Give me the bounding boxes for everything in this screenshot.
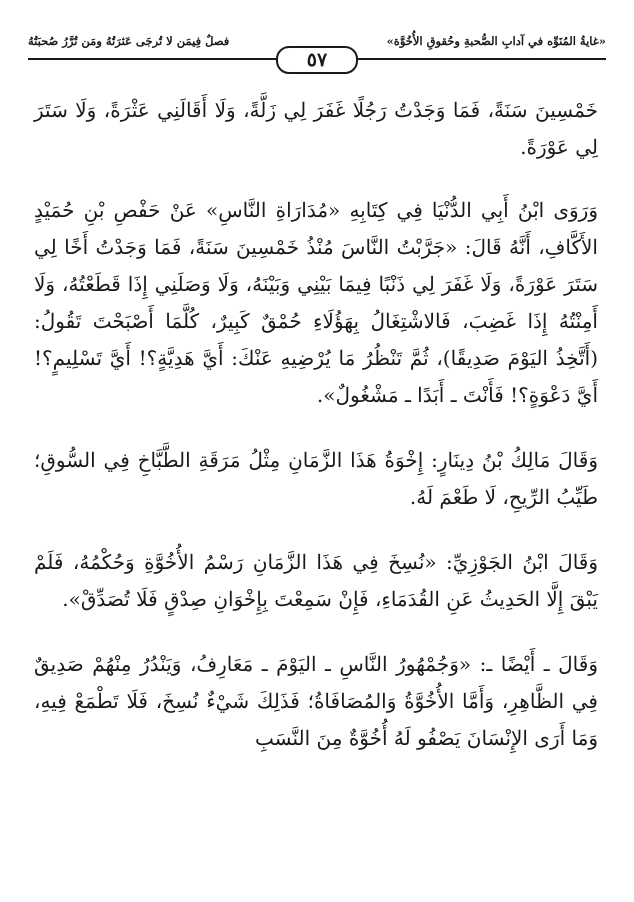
section-title: فصلٌ فِيمَن لا تُرجَى عَثرَتُهُ ومَن تُرَّرُ صُحبَتُهُ: [28, 34, 230, 48]
paragraph-5: وَقَالَ ـ أَيْضًا ـ: «وَجُمْهُورُ النَّاسِ ـ اليَوْمَ ـ مَعَارِفُ، وَيَنْدُرُ مِنْهُمْ صَدِيقٌ فِي الظَّاهِرِ، وَأَمَّا الأُخُوَّةُ وَالمُصَافَاةُ؛ فَذَلِكَ شَيْءٌ نُسِخَ، فَلَا تَطْمَعْ فِيهِ، وَمَا أَرَى الإِنْسَانَ يَصْفُو لَهُ أُخُوَّةٌ مِنَ النَّسَبِ: [34, 652, 598, 750]
page-body: [34, 92, 598, 785]
paragraph-3: وَقَالَ مَالِكُ بْنُ دِينَارٍ: إِخْوَةُ هَذَا الزَّمَانِ مِثْلُ مَرَقَةِ الطَّبَّاخِ فِي السُّوقِ؛ طَيِّبُ الرِّيحِ، لَا طَعْمَ لَهُ.: [34, 448, 598, 509]
paragraph-1: خَمْسِينَ سَنَةً، فَمَا وَجَدْتُ رَجُلًا غَفَرَ لِي زَلَّةً، وَلَا أَقَالَنِي عَثْرَةً، وَلَا سَتَرَ لِي عَوْرَةً.: [34, 98, 598, 159]
paragraph-2: وَرَوَى ابْنُ أَبِي الدُّنْيَا فِي كِتَابِهِ «مُدَارَاةِ النَّاسِ» عَنْ حَفْصِ بْنِ حُمَيْدٍ الأَكَّافِ، أَنَّهُ قَالَ: «جَرَّبْتُ النَّاسَ مُنْذُ خَمْسِينَ سَنَةً، فَمَا وَجَدْتُ أَخًا لِي سَتَرَ عَوْرَةً، وَلَا غَفَرَ لِي ذَنْبًا فِيمَا بَيْنِي وَبَيْنَهُ، وَلَا وَصَلَنِي إِذَا قَطَعْتُهُ، وَلَا أَمِنْتُهُ إِذَا غَضِبَ، فَالاشْتِغَالُ بِهَؤُلَاءِ حُمْقٌ كَبِيرٌ، كُلَّمَا أَصْبَحْتَ تَقُولُ: (أَتَّخِذُ اليَوْمَ صَدِيقًا)، ثُمَّ تَنْظُرُ مَا يُرْضِيهِ عَنْكَ: أَيَّ هَدِيَّةٍ؟! أَيَّ تَسْلِيمٍ؟! أَيَّ دَعْوَةٍ؟! فَأَنْتَ ـ أَبَدًا ـ مَشْغُولٌ».: [34, 198, 598, 407]
book-title: «غايةُ المُنَوِّه في آدابِ الصُّحبةِ وحُقوقِ الأُخُوَّة»: [386, 34, 606, 48]
page-number: ٥٧: [276, 46, 358, 74]
paragraph-4: وَقَالَ ابْنُ الجَوْزِيِّ: «نُسِخَ فِي هَذَا الزَّمَانِ رَسْمُ الأُخُوَّةِ وَحُكْمُهُ، فَلَمْ يَبْقَ إِلَّا الحَدِيثُ عَنِ القُدَمَاءِ، فَإِنْ سَمِعْتَ بِإِخْوَانِ صِدْقٍ فَلَا تُصَدِّقْ».: [34, 550, 598, 611]
